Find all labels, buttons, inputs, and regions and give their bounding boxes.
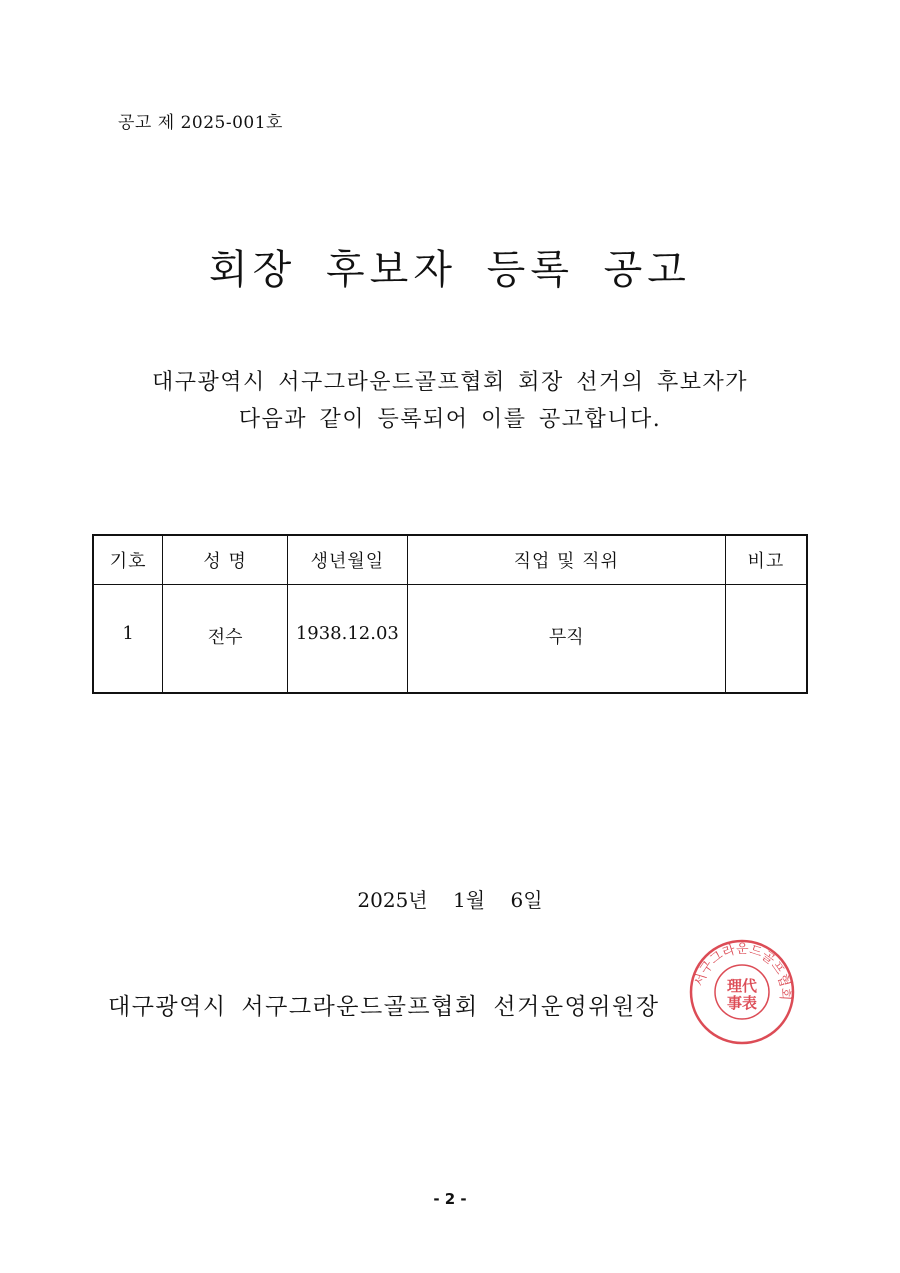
cell-remarks <box>725 585 807 693</box>
notice-date: 2025년 1월 6일 <box>357 888 543 912</box>
cell-number: 1 <box>93 585 163 693</box>
notice-number: 공고 제 2025-001호 <box>118 113 283 133</box>
official-seal-icon <box>688 938 796 1046</box>
intro-line-1: 대구광역시 서구그라운드골프협회 회장 선거의 후보자가 <box>151 370 749 395</box>
cell-name: 전수 <box>163 585 288 693</box>
table-row <box>93 585 807 693</box>
header-number: 기호 <box>93 535 163 585</box>
svg-text:事表: 事表 <box>726 994 758 1012</box>
candidate-table <box>92 534 808 694</box>
header-name: 성 명 <box>163 535 288 585</box>
cell-birthdate: 1938.12.03 <box>287 585 407 693</box>
issuing-organization: 대구광역시 서구그라운드골프협회 선거운영위원장 <box>108 994 660 1020</box>
intro-paragraph <box>0 364 900 438</box>
svg-text:서구그라운드골프협회: 서구그라운드골프협회 <box>692 941 793 1001</box>
table-header-row <box>93 535 807 585</box>
intro-line-2: 다음과 같이 등록되어 이를 공고합니다. <box>238 407 662 432</box>
header-remarks: 비고 <box>725 535 807 585</box>
cell-occupation: 무직 <box>407 585 725 693</box>
page-title: 회장 후보자 등록 공고 <box>209 247 691 293</box>
svg-text:理代: 理代 <box>726 977 758 995</box>
page-number: - 2 - <box>433 1190 467 1208</box>
header-occupation: 직업 및 직위 <box>407 535 725 585</box>
header-birthdate: 생년월일 <box>287 535 407 585</box>
